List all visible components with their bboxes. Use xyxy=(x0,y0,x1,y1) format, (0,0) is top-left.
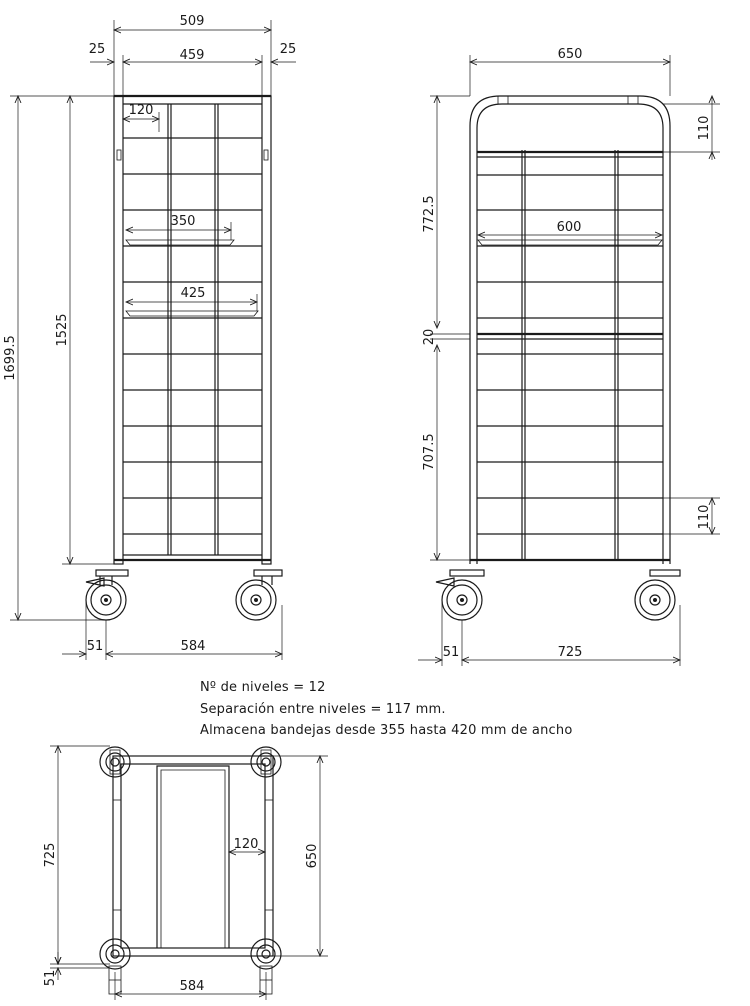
side-frame-outer xyxy=(470,96,670,564)
note-tray-range: Almacena bandejas desde 355 hasta 420 mm de ancho xyxy=(200,723,573,738)
top-frame-outer xyxy=(113,756,273,956)
front-dim-total-height: 1699.5 xyxy=(3,335,18,381)
side-view xyxy=(418,47,720,666)
top-dim-wheel-offset: 51 xyxy=(43,969,58,987)
top-view xyxy=(43,746,328,1000)
front-right-caster xyxy=(236,570,282,620)
side-tray xyxy=(478,240,662,245)
front-dim-wheel-offset: 51 xyxy=(86,639,104,654)
front-dim-total-width: 509 xyxy=(179,14,205,29)
side-dim-lower-height: 707.5 xyxy=(422,433,437,471)
top-dim-wheel-base: 584 xyxy=(179,979,205,994)
front-left-caster xyxy=(86,570,128,620)
front-dim-wheel-base: 584 xyxy=(180,639,206,654)
front-tray-large xyxy=(126,311,258,316)
note-level-spacing: Separación entre niveles = 117 mm. xyxy=(200,702,446,717)
top-dim-inner-length: 650 xyxy=(305,843,320,869)
top-caster-tr xyxy=(251,747,281,777)
front-dim-frame-height: 1525 xyxy=(55,313,70,347)
front-dim-tray-max: 425 xyxy=(180,286,206,301)
side-dim-wheel-offset: 51 xyxy=(442,645,460,660)
front-shelf-levels xyxy=(123,138,262,534)
top-frame-inner xyxy=(121,764,265,948)
front-dim-inner-width: 459 xyxy=(179,48,205,63)
front-dim-column-spacing: 120 xyxy=(128,103,154,118)
side-dim-tray-depth: 600 xyxy=(556,220,582,235)
side-dim-upper-height: 772.5 xyxy=(422,195,437,233)
front-dim-side-right: 25 xyxy=(279,42,297,57)
front-view xyxy=(3,14,296,660)
front-dim-side-left: 25 xyxy=(88,42,106,57)
top-caster-tl xyxy=(100,747,130,777)
front-right-post xyxy=(262,96,271,564)
side-dim-divider: 20 xyxy=(422,328,437,346)
top-inner-rails xyxy=(157,766,229,948)
note-levels: Nº de niveles = 12 xyxy=(200,680,326,695)
side-dim-bottom-gap: 110 xyxy=(697,504,712,530)
side-right-caster xyxy=(635,570,680,620)
front-left-post xyxy=(114,96,123,564)
side-dim-top-gap: 110 xyxy=(697,115,712,141)
top-dim-length: 725 xyxy=(43,842,58,868)
side-dim-wheel-base: 725 xyxy=(557,645,583,660)
side-left-caster xyxy=(436,570,484,620)
front-dim-tray-min: 350 xyxy=(170,214,196,229)
top-dim-column-spacing: 120 xyxy=(233,837,259,852)
side-dim-total-width: 650 xyxy=(557,47,583,62)
